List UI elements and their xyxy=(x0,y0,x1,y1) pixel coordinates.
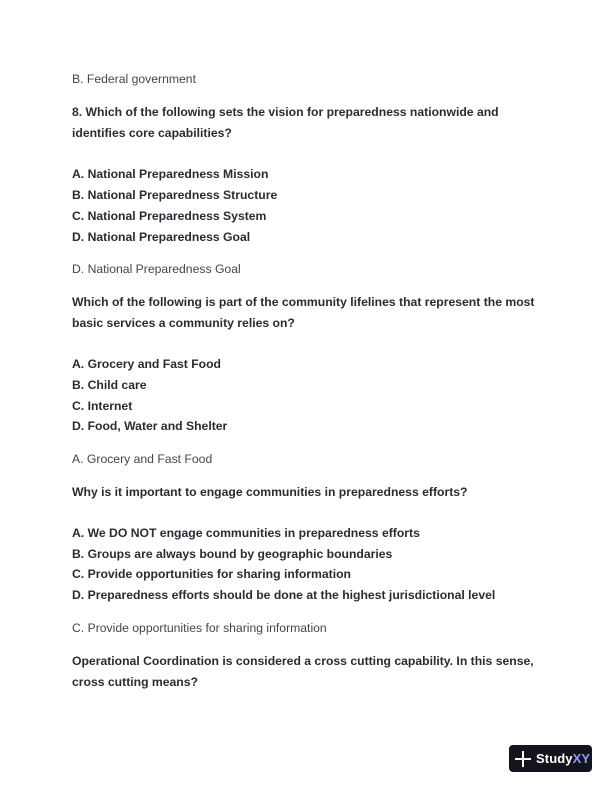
question-11-line-2: cross cutting means? xyxy=(72,675,198,689)
brand-main: Study xyxy=(536,751,573,766)
question-8-option-a: A. National Preparedness Mission xyxy=(72,167,269,181)
question-9-option-b: B. Child care xyxy=(72,378,147,392)
question-8-answer: D. National Preparedness Goal xyxy=(72,262,241,276)
question-10-option-d: D. Preparedness efforts should be done at the highest jurisdictional level xyxy=(72,588,496,602)
question-8-option-c: C. National Preparedness System xyxy=(72,209,267,223)
brand-accent: XY xyxy=(572,751,591,766)
question-8-option-d: D. National Preparedness Goal xyxy=(72,230,251,244)
plus-icon xyxy=(515,751,531,767)
studyxy-logo-text xyxy=(536,751,590,766)
studyxy-badge[interactable] xyxy=(509,745,592,772)
question-10-option-c: C. Provide opportunities for sharing information xyxy=(72,567,351,581)
question-10-option-a: A. We DO NOT engage communities in preparedness efforts xyxy=(72,526,420,540)
question-8-line-1: 8. Which of the following sets the vision for preparedness nationwide and xyxy=(72,105,499,119)
question-9-option-a: A. Grocery and Fast Food xyxy=(72,357,221,371)
question-9-line-2: basic services a community relies on? xyxy=(72,316,295,330)
previous-answer: B. Federal government xyxy=(72,72,196,86)
question-10-option-b: B. Groups are always bound by geographic boundaries xyxy=(72,547,393,561)
question-9-option-d: D. Food, Water and Shelter xyxy=(72,419,228,433)
question-9-option-c: C. Internet xyxy=(72,399,133,413)
question-10-answer: C. Provide opportunities for sharing information xyxy=(72,621,327,635)
question-8-option-b: B. National Preparedness Structure xyxy=(72,188,278,202)
question-11-line-1: Operational Coordination is considered a cross cutting capability. In this sense, xyxy=(72,654,534,668)
question-9-line-1: Which of the following is part of the community lifelines that represent the most xyxy=(72,295,535,309)
question-9-answer: A. Grocery and Fast Food xyxy=(72,452,213,466)
question-8-line-2: identifies core capabilities? xyxy=(72,126,232,140)
question-10-line-1: Why is it important to engage communities in preparedness efforts? xyxy=(72,485,468,499)
